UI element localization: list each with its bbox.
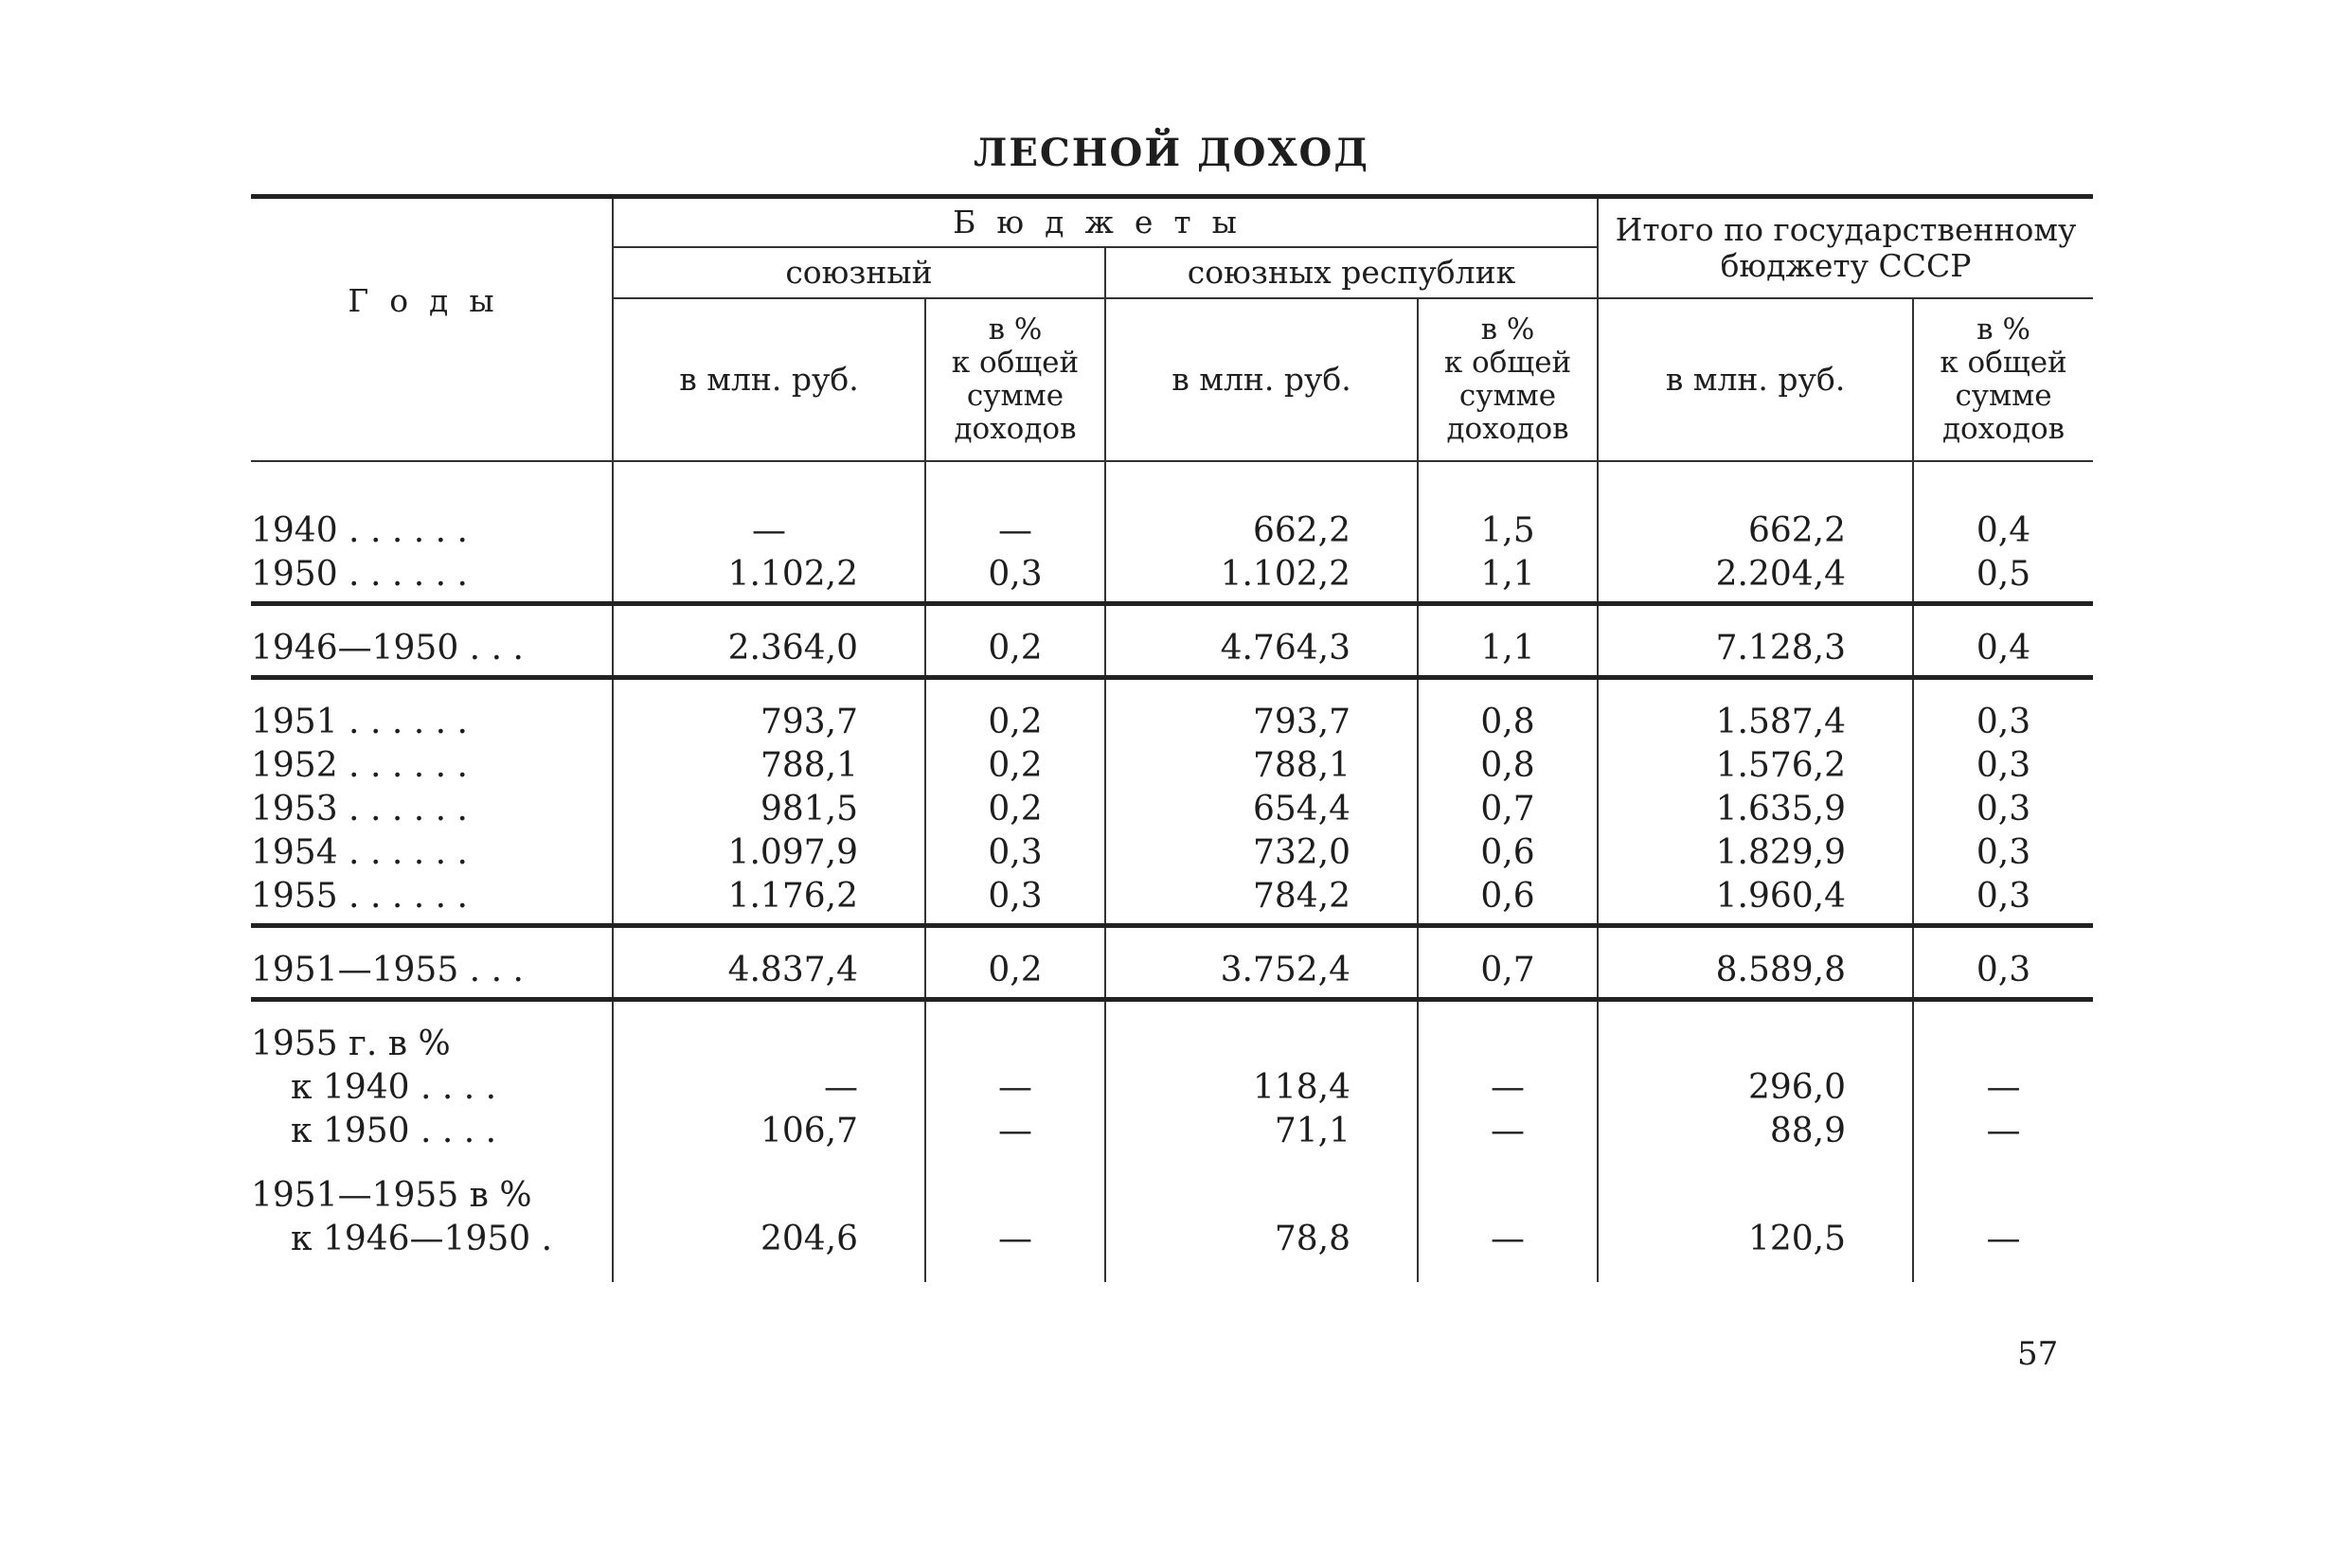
table-cell: 204,6 — [613, 1218, 925, 1261]
table-cell — [1105, 597, 1418, 604]
table-cell — [1598, 1000, 1913, 1024]
table-cell — [1105, 1174, 1418, 1218]
table-cell: 1952 . . . . . . — [251, 746, 468, 785]
table-cell — [1418, 1261, 1598, 1282]
table-cell: 0,3 — [925, 831, 1105, 875]
table-cell — [1598, 461, 1913, 509]
table-cell: 1954 . . . . . . — [251, 833, 468, 872]
table-cell — [251, 1000, 613, 1024]
table-cell: 8.589,8 — [1598, 949, 1913, 992]
table-cell: 1.960,4 — [1598, 875, 1913, 918]
table-cell: 1955 . . . . . . — [251, 877, 468, 916]
table-cell — [1418, 918, 1598, 926]
table-cell — [1418, 597, 1598, 604]
table-cell: 981,5 — [613, 788, 925, 831]
table-cell — [1105, 678, 1418, 702]
table-row — [251, 788, 2093, 831]
page-number: 57 — [2017, 1335, 2059, 1373]
union-mln-header: в млн. руб. — [613, 298, 925, 461]
table-cell — [251, 678, 613, 702]
total-header: Итого по государственному бюджету СССР — [1598, 197, 2093, 299]
table-cell — [925, 678, 1105, 702]
table-cell — [1913, 1153, 2093, 1174]
table-cell: 1940 . . . . . . — [251, 511, 468, 550]
table-cell: 7.128,3 — [1598, 627, 1913, 670]
table-cell: 4.837,4 — [613, 949, 925, 992]
table-cell — [1598, 1174, 1913, 1218]
table-cell — [613, 1023, 925, 1066]
table-cell — [1418, 670, 1598, 678]
table-cell — [251, 992, 613, 1000]
total-mln-header: в млн. руб. — [1598, 298, 1913, 461]
table-cell: к 1950 . . . . — [291, 1112, 497, 1150]
table-cell — [1913, 926, 2093, 950]
table-cell — [613, 670, 925, 678]
table-cell: 1.102,2 — [613, 553, 925, 597]
table-cell: 2.204,4 — [1598, 553, 1913, 597]
table-row — [251, 744, 2093, 788]
table-cell: — — [613, 1066, 925, 1110]
table-cell: 1.176,2 — [613, 875, 925, 918]
table-cell: — — [1418, 1110, 1598, 1153]
table-row — [251, 1023, 2093, 1066]
table-cell: 78,8 — [1105, 1218, 1418, 1261]
table-cell — [1913, 1023, 2093, 1066]
table-cell — [1418, 461, 1598, 509]
table-cell — [1105, 1261, 1418, 1282]
table-cell — [251, 461, 613, 509]
forest-income-table — [251, 194, 2093, 1282]
table-cell — [613, 1153, 925, 1174]
table-cell — [1598, 926, 1913, 950]
table-cell — [1598, 670, 1913, 678]
table-cell — [1913, 1261, 2093, 1282]
table-cell: 0,8 — [1418, 701, 1598, 744]
table-cell — [1913, 918, 2093, 926]
table-cell: 1.635,9 — [1598, 788, 1913, 831]
table-cell — [613, 992, 925, 1000]
republics-pct-header: в % к общей сумме доходов — [1418, 298, 1598, 461]
table-cell: 0,2 — [925, 627, 1105, 670]
table-cell — [1913, 670, 2093, 678]
table-cell: 0,6 — [1418, 831, 1598, 875]
table-cell — [1418, 678, 1598, 702]
table-cell: 662,2 — [1598, 509, 1913, 553]
table-cell — [613, 678, 925, 702]
table-cell: — — [1913, 1218, 2093, 1261]
table-cell — [925, 461, 1105, 509]
table-cell: 2.364,0 — [613, 627, 925, 670]
table-cell: 106,7 — [613, 1110, 925, 1153]
table-cell — [1913, 1174, 2093, 1218]
table-cell — [613, 461, 925, 509]
table-row — [251, 701, 2093, 744]
table-cell — [925, 992, 1105, 1000]
table-cell — [925, 918, 1105, 926]
table-cell: 0,3 — [925, 553, 1105, 597]
table-cell — [925, 1000, 1105, 1024]
table-cell: — — [925, 509, 1105, 553]
table-cell: 0,4 — [1913, 509, 2093, 553]
table-cell: — — [1418, 1218, 1598, 1261]
table-cell — [1418, 1174, 1598, 1218]
table-cell: 0,2 — [925, 949, 1105, 992]
table-cell — [925, 1261, 1105, 1282]
table-cell — [1598, 1023, 1913, 1066]
table-cell — [1598, 678, 1913, 702]
table-cell: — — [925, 1066, 1105, 1110]
table-cell — [1105, 461, 1418, 509]
table-cell — [613, 1174, 925, 1218]
table-cell — [925, 1153, 1105, 1174]
table-cell: 296,0 — [1598, 1066, 1913, 1110]
table-cell: — — [925, 1110, 1105, 1153]
table-row — [251, 875, 2093, 918]
table-cell — [613, 918, 925, 926]
table-cell: к 1946—1950 . — [291, 1220, 553, 1258]
table-cell: 784,2 — [1105, 875, 1418, 918]
table-cell — [613, 604, 925, 628]
table-cell — [613, 1261, 925, 1282]
years-header: Годы — [251, 197, 613, 462]
table-cell — [1598, 1261, 1913, 1282]
table-cell: 1951 . . . . . . — [251, 703, 468, 741]
table-cell — [1598, 918, 1913, 926]
table-cell: 0,3 — [925, 875, 1105, 918]
table-cell — [1105, 1000, 1418, 1024]
table-cell — [1105, 992, 1418, 1000]
table-cell: 0,3 — [1913, 875, 2093, 918]
table-cell — [251, 597, 613, 604]
table-row — [251, 627, 2093, 670]
table-cell: 1955 г. в % — [251, 1025, 451, 1063]
table-cell: 1.576,2 — [1598, 744, 1913, 788]
table-cell: 1,1 — [1418, 627, 1598, 670]
table-cell — [925, 926, 1105, 950]
table-cell: 0,5 — [1913, 553, 2093, 597]
table-cell — [925, 597, 1105, 604]
table-cell: 654,4 — [1105, 788, 1418, 831]
table-cell: 118,4 — [1105, 1066, 1418, 1110]
table-cell — [1105, 926, 1418, 950]
table-cell: 1.102,2 — [1105, 553, 1418, 597]
union-pct-header: в % к общей сумме доходов — [925, 298, 1105, 461]
page-title: ЛЕСНОЙ ДОХОД — [974, 131, 1369, 175]
table-cell: — — [1913, 1066, 2093, 1110]
table-cell: 1946—1950 . . . — [251, 629, 524, 668]
table-cell — [1418, 1153, 1598, 1174]
table-cell: — — [1418, 1066, 1598, 1110]
table-cell: — — [613, 509, 925, 553]
table-cell: 1950 . . . . . . — [251, 555, 468, 594]
table-cell — [1598, 604, 1913, 628]
table-cell — [925, 604, 1105, 628]
table-cell: 1.587,4 — [1598, 701, 1913, 744]
table-row — [251, 831, 2093, 875]
table-cell: 88,9 — [1598, 1110, 1913, 1153]
table-cell — [1418, 926, 1598, 950]
table-cell — [1598, 1153, 1913, 1174]
table-cell — [925, 1174, 1105, 1218]
table-cell: 0,6 — [1418, 875, 1598, 918]
table-cell: 71,1 — [1105, 1110, 1418, 1153]
table-cell: — — [925, 1218, 1105, 1261]
table-cell: 0,4 — [1913, 627, 2093, 670]
table-cell: — — [1913, 1110, 2093, 1153]
header-row-1 — [251, 197, 2093, 248]
table-cell — [1418, 992, 1598, 1000]
table-cell — [1418, 1000, 1598, 1024]
table-cell — [1418, 1023, 1598, 1066]
budgets-header: Бюджеты — [613, 197, 1598, 248]
table-cell: 0,2 — [925, 788, 1105, 831]
republics-header: союзных республик — [1105, 247, 1598, 298]
table-cell — [613, 1000, 925, 1024]
table-cell: 0,3 — [1913, 949, 2093, 992]
table-cell — [1913, 992, 2093, 1000]
table-cell — [1105, 604, 1418, 628]
table-row — [251, 1174, 2093, 1218]
table-cell — [1418, 604, 1598, 628]
table-cell — [251, 926, 613, 950]
table-cell — [925, 670, 1105, 678]
table-cell — [1913, 461, 2093, 509]
table-cell — [1105, 918, 1418, 926]
table-cell: 0,7 — [1418, 949, 1598, 992]
table-row — [251, 553, 2093, 597]
table-row — [251, 1110, 2093, 1153]
table-cell: 1,1 — [1418, 553, 1598, 597]
union-header: союзный — [613, 247, 1105, 298]
table-cell — [251, 1261, 613, 1282]
table-cell: 4.764,3 — [1105, 627, 1418, 670]
table-cell: 662,2 — [1105, 509, 1418, 553]
table-cell: к 1940 . . . . — [291, 1068, 497, 1107]
table-cell: 1.097,9 — [613, 831, 925, 875]
table-row — [251, 1218, 2093, 1261]
republics-mln-header: в млн. руб. — [1105, 298, 1418, 461]
table-cell — [613, 926, 925, 950]
table-cell — [251, 1153, 613, 1174]
table-cell — [1913, 597, 2093, 604]
total-pct-header: в % к общей сумме доходов — [1913, 298, 2093, 461]
table-row — [251, 1066, 2093, 1110]
table-cell: 793,7 — [613, 701, 925, 744]
table-cell: 3.752,4 — [1105, 949, 1418, 992]
table-cell: 0,3 — [1913, 831, 2093, 875]
table-cell: 788,1 — [613, 744, 925, 788]
table-cell — [1913, 1000, 2093, 1024]
table-cell — [251, 604, 613, 628]
table-cell — [1105, 1153, 1418, 1174]
table-cell: 1953 . . . . . . — [251, 790, 468, 829]
table-cell: 793,7 — [1105, 701, 1418, 744]
table-cell: 0,3 — [1913, 744, 2093, 788]
table-cell: 0,3 — [1913, 701, 2093, 744]
table-row — [251, 509, 2093, 553]
table-cell: 1951—1955 в % — [251, 1176, 532, 1215]
table-cell — [1105, 1023, 1418, 1066]
table-cell — [1105, 670, 1418, 678]
table-cell — [613, 597, 925, 604]
table-cell: 0,2 — [925, 701, 1105, 744]
table-cell: 1951—1955 . . . — [251, 951, 524, 989]
table-cell — [1913, 604, 2093, 628]
table-cell: 0,7 — [1418, 788, 1598, 831]
table-cell: 1.829,9 — [1598, 831, 1913, 875]
table-cell — [925, 1023, 1105, 1066]
table-cell — [251, 918, 613, 926]
table-cell: 788,1 — [1105, 744, 1418, 788]
table-cell — [1913, 678, 2093, 702]
table-cell — [251, 670, 613, 678]
table-cell: 0,8 — [1418, 744, 1598, 788]
table-cell: 120,5 — [1598, 1218, 1913, 1261]
table-cell: 0,2 — [925, 744, 1105, 788]
table-cell: 0,3 — [1913, 788, 2093, 831]
table-row — [251, 949, 2093, 992]
table-cell — [1598, 992, 1913, 1000]
table-cell: 1,5 — [1418, 509, 1598, 553]
table-cell — [1598, 597, 1913, 604]
table-cell: 732,0 — [1105, 831, 1418, 875]
